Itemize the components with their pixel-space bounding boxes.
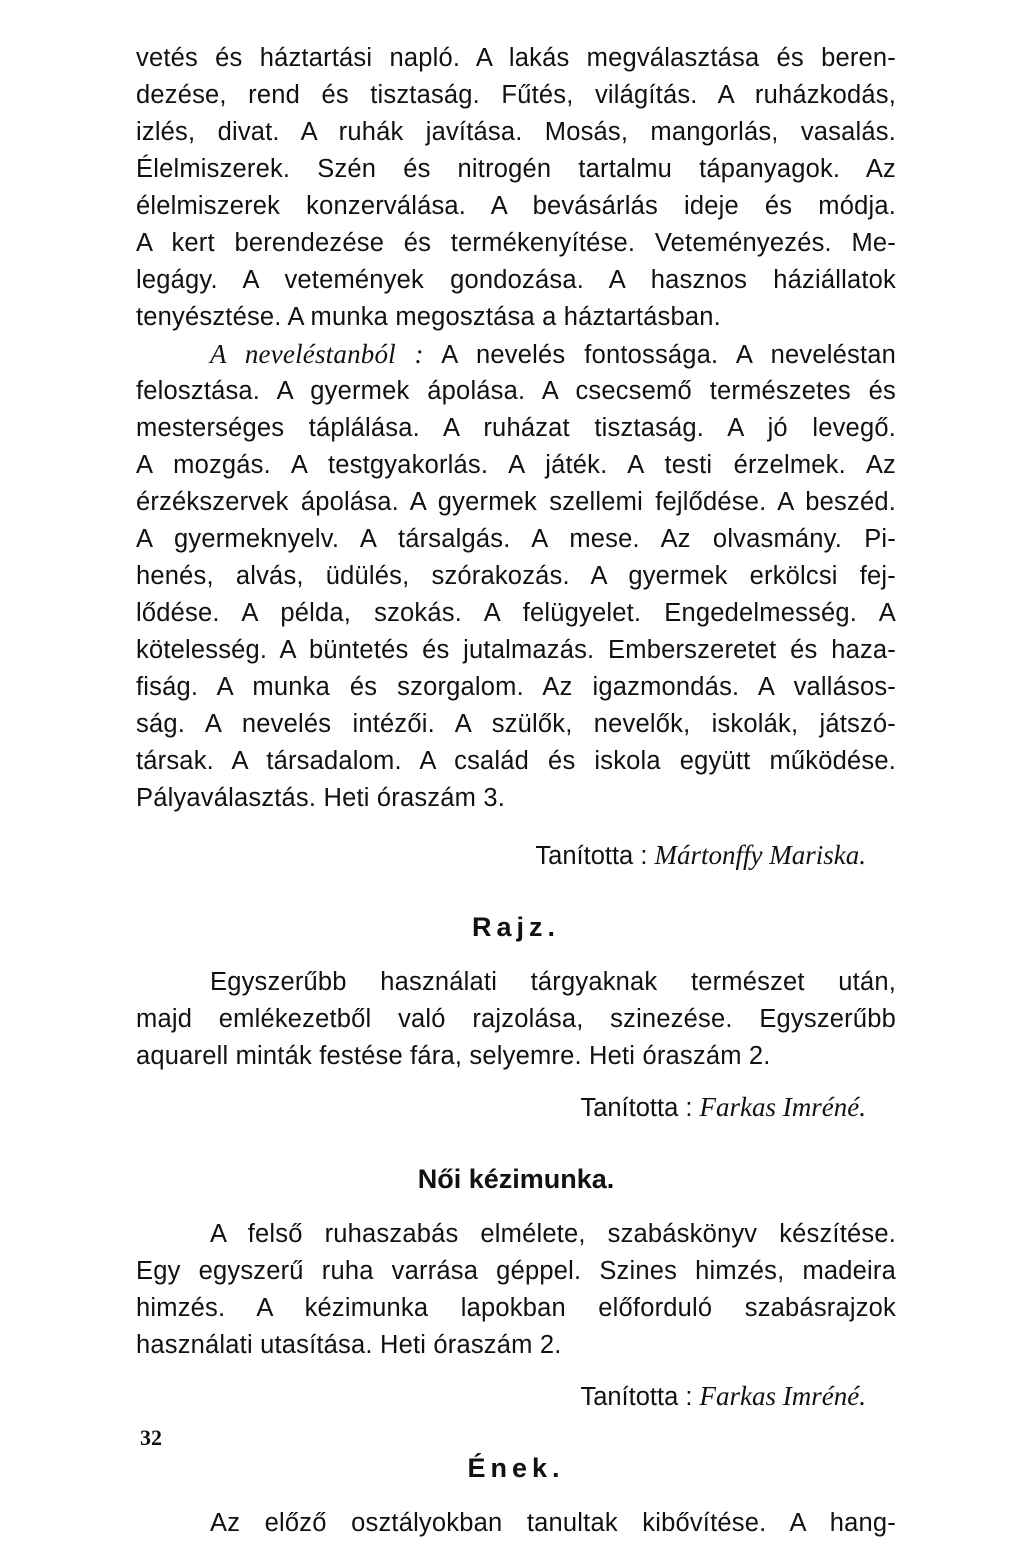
text-line: mesterséges táplálása. A ruházat tisztaság. A jó levegő.: [136, 414, 896, 442]
text-line: A felső ruhaszabás elmélete, szabáskönyv készítése.: [210, 1220, 896, 1248]
neveles-paragraph: [136, 336, 896, 817]
signature-name: Farkas Imréné.: [699, 1092, 866, 1122]
signature-name: Farkas Imréné.: [699, 1381, 866, 1411]
text-line: A gyermeknyelv. A társalgás. A mese. Az olvasmány. Pi-: [136, 525, 896, 553]
page-body: [136, 40, 896, 1542]
text-line: használati utasítása. Heti óraszám 2.: [136, 1331, 562, 1359]
text-span: A nevelés fontossága. A neveléstan: [423, 341, 896, 369]
text-line: legágy. A vetemények gondozása. A hasznos háziállatok: [136, 266, 896, 294]
enek-paragraph: [136, 1505, 896, 1542]
intro-paragraph: [136, 40, 896, 336]
section-lead: A neveléstanból :: [210, 339, 424, 369]
text-line: dezése, rend és tisztaság. Fűtés, világítás. A ruházkodás,: [136, 81, 896, 109]
kezimunka-paragraph: [136, 1216, 896, 1364]
text-line: felosztása. A gyermek ápolása. A csecsemő természetes és: [136, 377, 896, 405]
text-line: társak. A társadalom. A család és iskola együtt működése.: [136, 747, 896, 775]
page-number: 32: [140, 1425, 162, 1450]
text-line: aquarell minták festése fára, selyemre. Heti óraszám 2.: [136, 1042, 771, 1070]
text-line: himzés. A kézimunka lapokban előforduló szabásrajzok: [136, 1294, 896, 1322]
signature-name: Mártonffy Mariska.: [654, 840, 866, 870]
section-heading: Ének.: [467, 1453, 565, 1483]
text-line: Egy egyszerű ruha varrása géppel. Szines himzés, madeira: [136, 1257, 896, 1285]
text-line: [136, 336, 896, 373]
text-line: A kert berendezése és termékenyítése. Veteményezés. Me-: [136, 229, 896, 257]
signature-label: Tanította :: [580, 1383, 693, 1411]
text-line: henés, alvás, üdülés, szórakozás. A gyermek erkölcsi fej-: [136, 562, 896, 590]
signature: [136, 1089, 896, 1127]
section-heading: Rajz.: [471, 912, 561, 942]
text-line: Pályaválasztás. Heti óraszám 3.: [136, 784, 506, 812]
text-line: ság. A nevelés intézői. A szülők, nevelők, iskolák, játszó-: [136, 710, 896, 738]
signature-label: Tanította :: [580, 1094, 693, 1122]
text-line: vetés és háztartási napló. A lakás megválasztása és beren-: [136, 44, 896, 72]
text-line: izlés, divat. A ruhák javítása. Mosás, mangorlás, vasalás.: [136, 118, 896, 146]
text-line: majd emlékezetből való rajzolása, szinezése. Egyszerűbb: [136, 1005, 896, 1033]
text-line: érzékszervek ápolása. A gyermek szellemi fejlődése. A beszéd.: [136, 488, 896, 516]
rajz-paragraph: [136, 964, 896, 1075]
text-line: lődése. A példa, szokás. A felügyelet. Engedelmesség. A: [136, 599, 896, 627]
section-heading: Női kézimunka.: [417, 1164, 615, 1194]
signature: [136, 837, 896, 875]
text-line: A mozgás. A testgyakorlás. A játék. A testi érzelmek. Az: [136, 451, 896, 479]
signature: [136, 1378, 896, 1416]
text-line: tenyésztése. A munka megosztása a háztartásban.: [136, 303, 721, 331]
signature-label: Tanította :: [535, 842, 648, 870]
text-line: fiság. A munka és szorgalom. Az igazmondás. A vallásos-: [136, 673, 896, 701]
text-line: Az előző osztályokban tanultak kibővítése. A hang-: [210, 1509, 896, 1537]
text-line: kötelesség. A büntetés és jutalmazás. Emberszeretet és haza-: [136, 636, 896, 664]
text-line: Élelmiszerek. Szén és nitrogén tartalmu tápanyagok. Az: [136, 155, 896, 183]
text-line: élelmiszerek konzerválása. A bevásárlás ideje és módja.: [136, 192, 896, 220]
text-line: Egyszerűbb használati tárgyaknak természet után,: [210, 968, 896, 996]
